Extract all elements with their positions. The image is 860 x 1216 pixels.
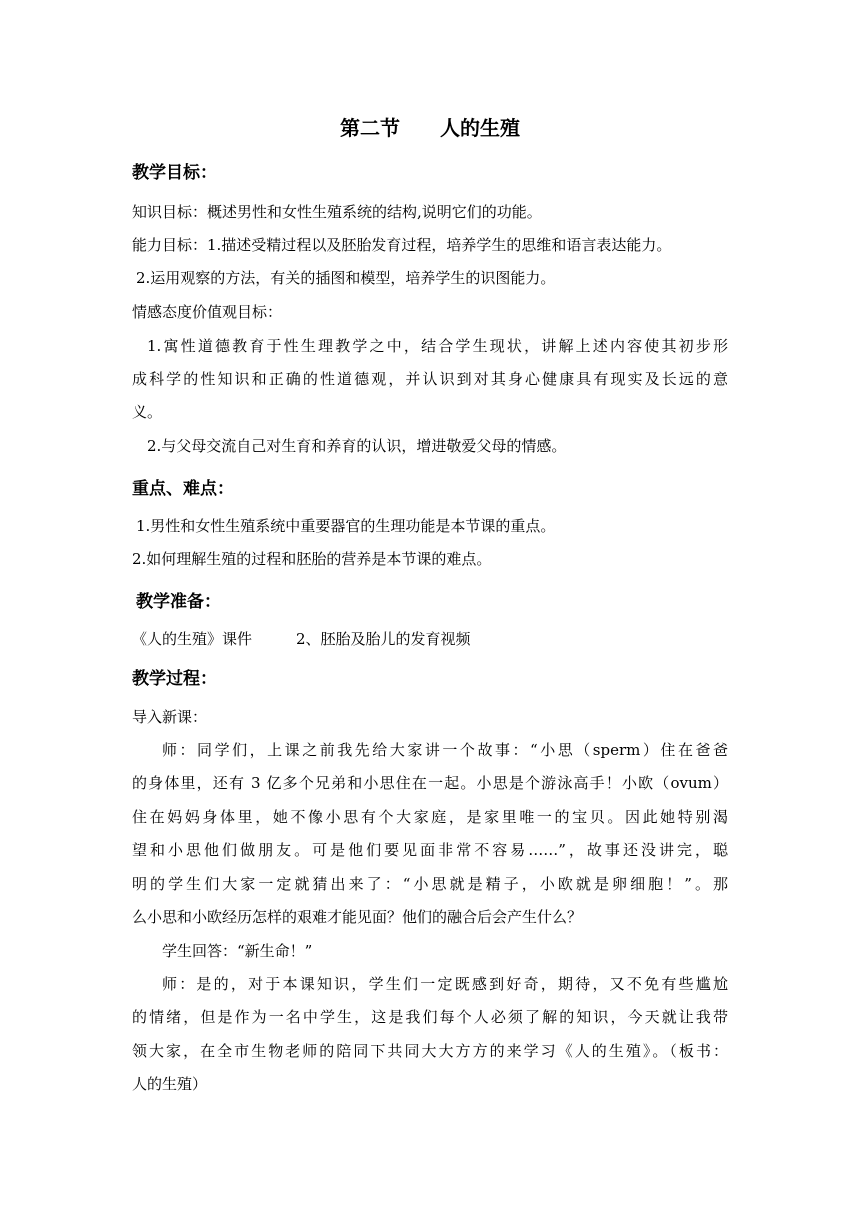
paragraph-2-line: 的情绪，但是作为一名中学生，这是我们每个人必须了解的知识，今天就让我带	[132, 1008, 728, 1026]
preparation-heading: 教学准备：	[136, 592, 221, 612]
ability-objective-2: 2.运用观察的方法，有关的插图和模型，培养学生的识图能力。	[136, 269, 556, 287]
paragraph-2-line: 师：是的，对于本课知识，学生们一定既感到好奇，期待，又不免有些尴尬	[162, 975, 728, 993]
ability-objective-1: 能力目标：1.描述受精过程以及胚胎发育过程，培养学生的思维和语言表达能力。	[132, 236, 672, 254]
paragraph-1-line: 的身体里，还有 3 亿多个兄弟和小思住在一起。小思是个游泳高手！小欧（ovum）	[132, 774, 728, 792]
key-point-1: 1.男性和女性生殖系统中重要器官的生理功能是本节课的重点。	[136, 517, 556, 535]
emotion-objective-1-line-3: 义。	[132, 403, 163, 421]
key-points-heading: 重点、难点：	[132, 479, 234, 499]
paragraph-1-line: 么小思和小欧经历怎样的艰难才能见面？他们的融合后会产生什么？	[132, 908, 583, 926]
key-point-2: 2.如何理解生殖的过程和胚胎的营养是本节课的难点。	[132, 550, 492, 568]
knowledge-objective: 知识目标：概述男性和女性生殖系统的结构,说明它们的功能。	[132, 203, 542, 221]
emotion-objective-1-line-2: 成科学的性知识和正确的性道德观，并认识到对其身心健康具有现实及长远的意	[132, 370, 728, 388]
paragraph-1-line: 住在妈妈身体里，她不像小思有个大家庭，是家里唯一的宝贝。因此她特别渴	[132, 808, 728, 826]
process-heading: 教学过程：	[132, 669, 217, 689]
paragraph-1-line: 明的学生们大家一定就猜出来了：“小思就是精子，小欧就是卵细胞！”。那	[132, 875, 728, 893]
preparation-items	[132, 627, 471, 651]
page-title: 第二节 人的生殖	[340, 116, 520, 140]
objectives-heading: 教学目标：	[132, 163, 217, 183]
student-answer: 学生回答：“新生命！”	[162, 942, 313, 960]
paragraph-2-line: 领大家，在全市生物老师的陪同下共同大大方方的来学习《人的生殖》。（板书：	[132, 1042, 728, 1060]
preparation-item-1: 《人的生殖》课件	[132, 630, 253, 648]
preparation-item-2: 2、胚胎及胎儿的发育视频	[296, 630, 471, 648]
intro-label: 导入新课：	[132, 708, 208, 726]
paragraph-2-line: 人的生殖）	[132, 1075, 208, 1093]
paragraph-1-line: 师：同学们，上课之前我先给大家讲一个故事：“小思（sperm）住在爸爸	[162, 741, 728, 759]
emotion-objective-1-line-1: 1.寓性道德教育于性生理教学之中，结合学生现状，讲解上述内容使其初步形	[147, 337, 728, 355]
emotion-objective-2: 2.与父母交流自己对生育和养育的认识，增进敬爱父母的情感。	[147, 437, 567, 455]
paragraph-1-line: 望和小思他们做朋友。可是他们要见面非常不容易……”，故事还没讲完，聪	[132, 841, 728, 859]
emotion-objective-heading: 情感态度价值观目标：	[132, 303, 283, 321]
